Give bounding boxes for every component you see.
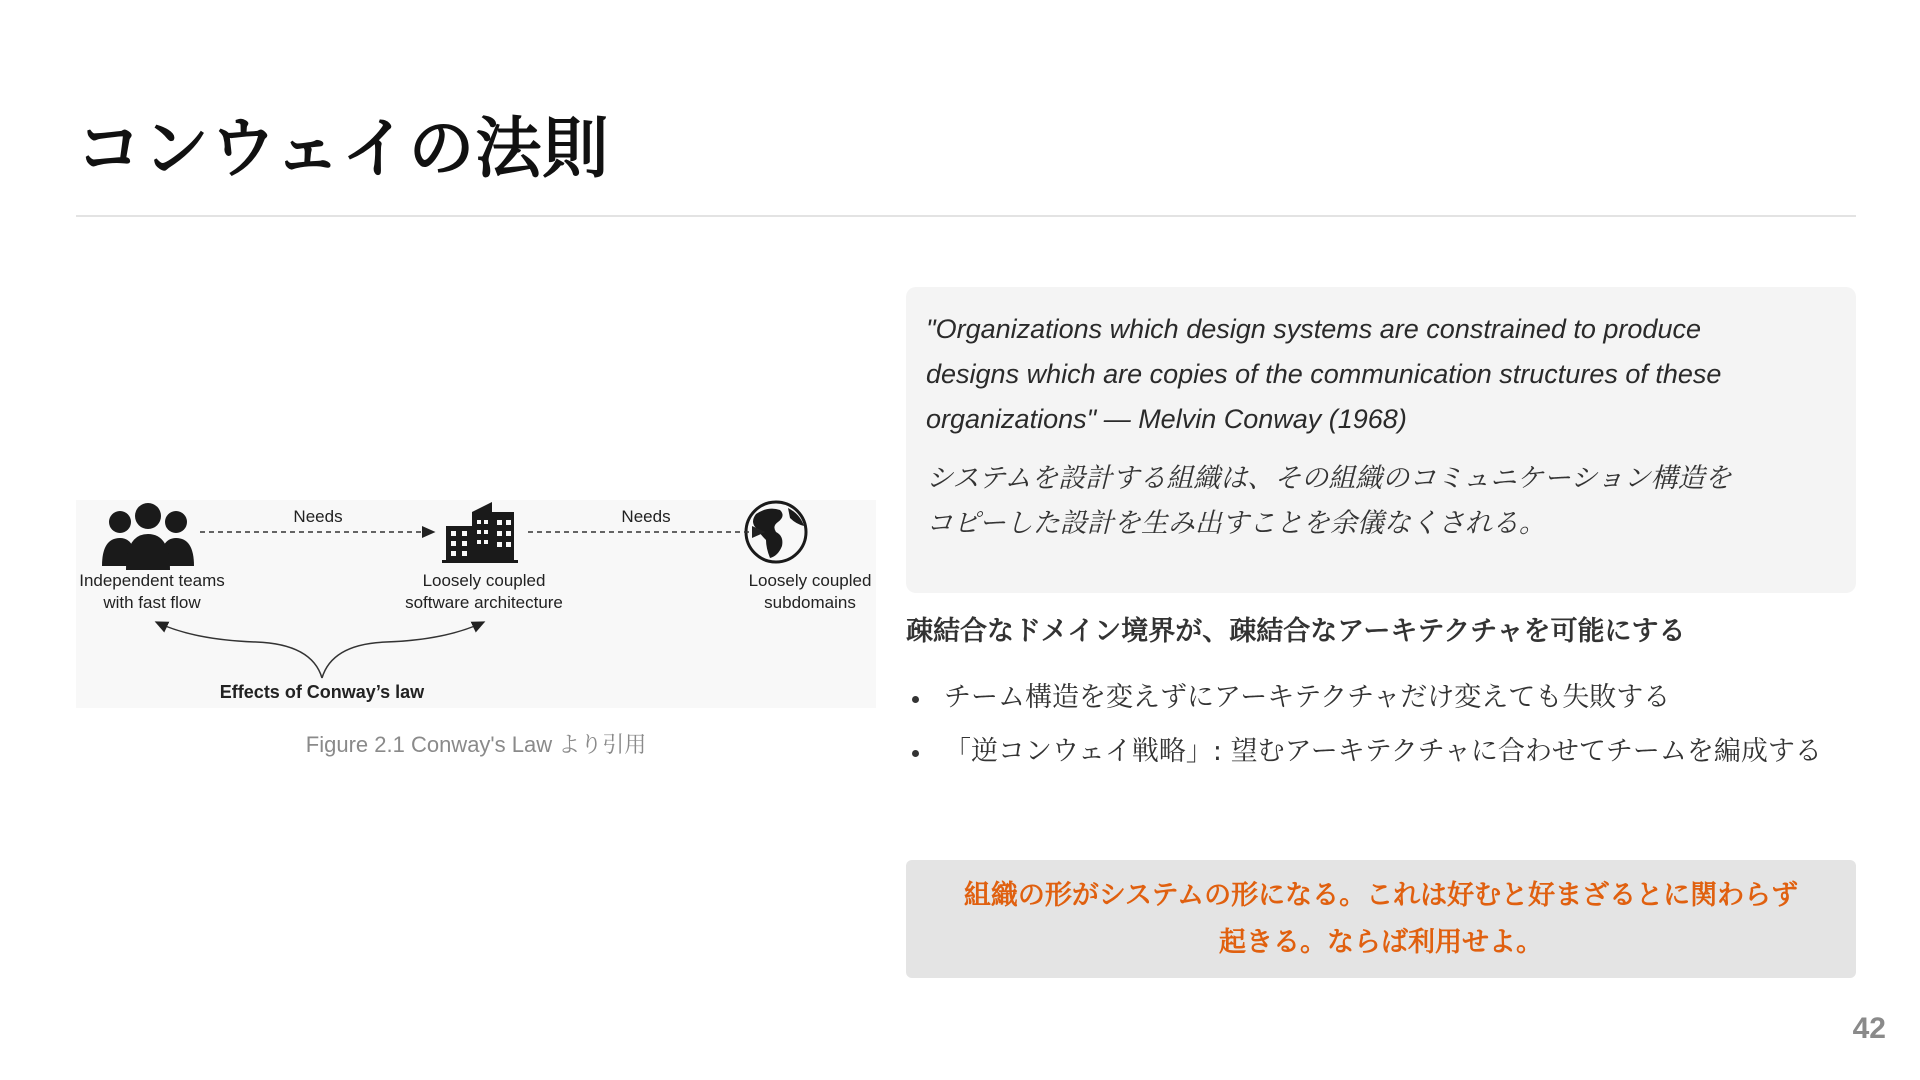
slide-title: コンウェイの法則	[76, 110, 610, 187]
architecture-icon	[442, 502, 518, 563]
needs-label-1: Needs	[293, 507, 343, 526]
quote-japanese-line-2: コピーした設計を生み出すことを余儀なくされる。	[926, 508, 1546, 539]
list-item: 「逆コンウェイ戦略」: 望むアーキテクチャに合わせてチームを編成する	[906, 730, 1856, 774]
teams-icon	[102, 503, 194, 570]
node-teams-label-1: Independent teams	[79, 571, 225, 590]
figure-diagram	[76, 500, 876, 708]
quote-english-line-1: "Organizations which design systems are constrained to produce	[926, 314, 1701, 344]
figure-caption: Figure 2.1 Conway's Law より引用	[305, 732, 647, 757]
node-architecture-label-2: software architecture	[405, 593, 563, 612]
quote-japanese	[926, 456, 1838, 546]
node-teams-label-2: with fast flow	[103, 593, 201, 612]
quote-english	[926, 307, 1838, 442]
callout-line-2: 起きる。ならば利用せよ。	[1219, 927, 1543, 958]
quote-english-line-3: organizations" — Melvin Conway (1968)	[926, 404, 1407, 434]
node-architecture-label-1: Loosely coupled	[422, 571, 546, 590]
subheading: 疎結合なドメイン境界が、疎結合なアーキテクチャを可能にする	[906, 616, 1686, 647]
quote-box	[906, 287, 1856, 593]
node-domains-label-2: subdomains	[764, 593, 856, 612]
node-domains-label-1: Loosely coupled	[748, 571, 872, 590]
effects-label: Effects of Conway’s law	[219, 682, 425, 702]
quote-japanese-line-1: システムを設計する組織は、その組織のコミュニケーション構造を	[926, 463, 1732, 494]
page-number: 42	[1852, 1012, 1886, 1045]
quote-english-line-2: designs which are copies of the communication structures of these	[926, 359, 1722, 389]
callout-box	[906, 860, 1856, 978]
callout-line-1: 組織の形がシステムの形になる。これは好むと好まざるとに関わらず	[963, 880, 1799, 911]
bullet-list	[906, 676, 1856, 784]
effects-arrow-right	[322, 622, 484, 678]
needs-label-2: Needs	[621, 507, 671, 526]
title-divider	[76, 215, 1856, 217]
conways-law-figure	[76, 500, 876, 708]
list-item: チーム構造を変えずにアーキテクチャだけ変えても失敗する	[906, 676, 1856, 720]
effects-arrow-left	[156, 622, 322, 678]
